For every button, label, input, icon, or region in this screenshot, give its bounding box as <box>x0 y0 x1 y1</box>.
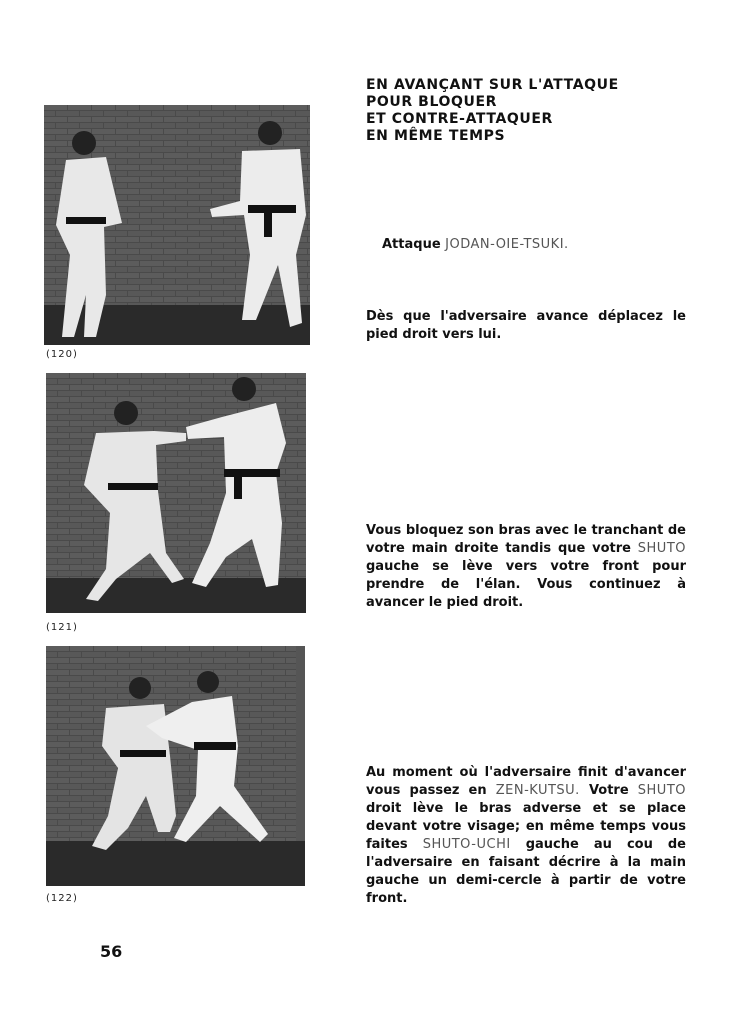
paragraph-block <box>366 522 686 612</box>
heading-line-4: EN MÊME TEMPS <box>366 128 506 144</box>
paragraph-step <box>366 308 686 344</box>
counter-text-c: droit lève le bras adverse et se place devant votre visage; en même temps vous faites <box>366 801 686 852</box>
section-heading <box>366 77 696 145</box>
photo-caption-121: (121) <box>46 622 78 633</box>
attack-prefix: Attaque <box>382 237 446 252</box>
counter-text-a: Au moment où l'adversaire finit d'avancer vous passez en <box>366 765 686 798</box>
term-shuto-2: SHUTO <box>637 783 686 798</box>
page-number: 56 <box>100 942 123 961</box>
heading-line-3: ET CONTRE-ATTAQUER <box>366 111 553 127</box>
paragraph-attack <box>382 236 702 254</box>
photo-121-illustration <box>46 373 306 613</box>
photo-120 <box>44 105 310 345</box>
term-zen-kutsu: ZEN-KUTSU. <box>495 783 580 798</box>
counter-text-d: gauche au cou de l'adversaire en faisant décrire à la main gauche un demi-cercle à partir de votre front. <box>366 837 686 906</box>
photo-122 <box>46 646 305 886</box>
heading-line-1: EN AVANÇANT SUR L'ATTAQUE <box>366 77 619 93</box>
photo-caption-122: (122) <box>46 893 78 904</box>
paragraph-counter <box>366 764 686 908</box>
photo-122-illustration <box>46 646 305 886</box>
heading-line-2: POUR BLOQUER <box>366 94 497 110</box>
term-shuto: SHUTO <box>637 541 686 556</box>
block-text-b: gauche se lève vers votre front pour prendre de l'élan. Vous continuez à avancer le pied droit. <box>366 559 686 610</box>
block-text-a: Vous bloquez son bras avec le tranchant de votre main droite tandis que votre <box>366 523 686 556</box>
step-text: Dès que l'adversaire avance déplacez le pied droit vers lui. <box>366 309 686 342</box>
photo-caption-120: (120) <box>46 349 78 360</box>
term-shuto-uchi: SHUTO-UCHI <box>422 837 511 852</box>
counter-text-b: Votre <box>579 783 638 798</box>
attack-term: JODAN-OIE-TSUKI. <box>445 237 569 252</box>
photo-120-illustration <box>44 105 310 345</box>
photo-121 <box>46 373 306 613</box>
